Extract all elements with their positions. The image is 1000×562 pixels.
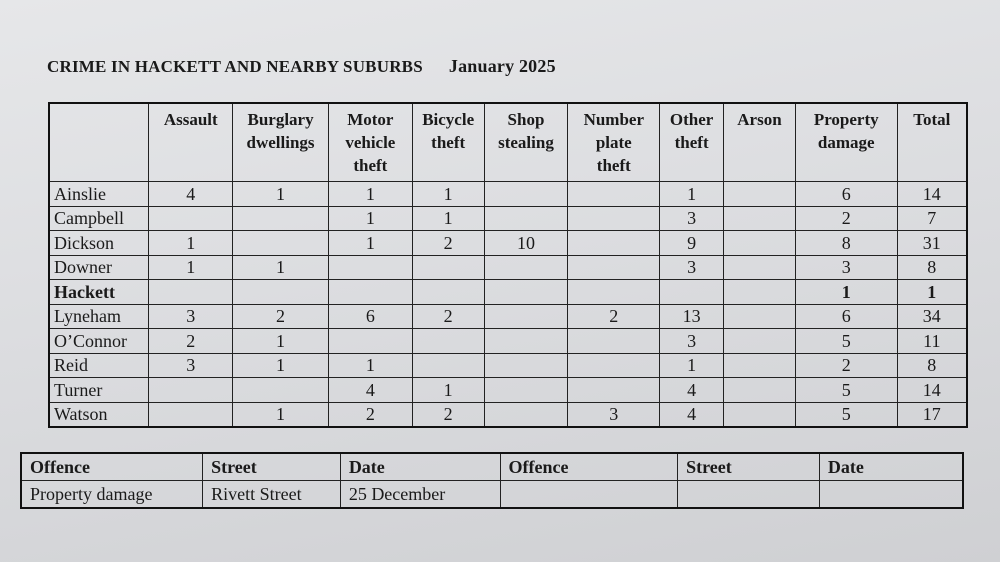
table-cell [724,280,796,305]
table-cell: 2 [795,353,897,378]
column-header-line: Assault [163,110,218,129]
table-row [49,304,967,329]
table-row [49,329,967,354]
table-cell: 4 [328,378,412,403]
table-cell: 14 [897,182,967,207]
record-cell: Rivett Street [203,481,341,509]
table-cell: 1 [328,206,412,231]
table-cell: 4 [660,378,724,403]
table-cell: 5 [795,378,897,403]
table-row [49,378,967,403]
table-cell: 3 [795,255,897,280]
table-cell: 6 [795,182,897,207]
column-header-line: Total [913,110,951,129]
table-cell: 5 [795,329,897,354]
table-cell: 1 [233,353,329,378]
table-cell [149,280,233,305]
table-row [49,206,967,231]
table-cell: 11 [897,329,967,354]
crime-table-header-row [49,103,967,182]
record-cell [819,481,963,509]
offence-record-table [20,452,964,509]
table-cell [484,304,568,329]
column-header-line: dwellings [246,133,315,152]
table-row [49,280,967,305]
table-cell: 4 [660,402,724,427]
column-header-line: Bicycle [422,110,475,129]
table-cell: 1 [412,206,484,231]
table-cell: 1 [795,280,897,305]
table-cell: 7 [897,206,967,231]
column-header-line: Burglary [247,110,314,129]
table-cell [412,255,484,280]
column-header [233,103,329,182]
column-header [412,103,484,182]
table-cell [724,304,796,329]
table-cell [568,231,660,256]
table-cell [724,182,796,207]
document-title [47,56,556,77]
table-cell: 17 [897,402,967,427]
table-cell [328,280,412,305]
suburb-name: Downer [49,255,149,280]
table-cell: 6 [795,304,897,329]
record-cell: Property damage [21,481,203,509]
record-column-header: Date [340,453,500,481]
column-header-line: theft [674,133,709,152]
table-cell: 8 [795,231,897,256]
column-header [724,103,796,182]
table-cell: 2 [412,402,484,427]
record-table-header-row [21,453,963,481]
column-header-line: vehicle [345,133,396,152]
table-cell [484,353,568,378]
table-cell [724,255,796,280]
crime-table-body [49,182,967,428]
table-cell: 6 [328,304,412,329]
table-cell [724,206,796,231]
table-cell [484,329,568,354]
table-cell [412,353,484,378]
table-cell: 1 [233,182,329,207]
table-cell: 1 [328,353,412,378]
record-row [21,481,963,509]
suburb-name: Campbell [49,206,149,231]
table-cell: 1 [412,182,484,207]
column-header-line: Other [669,110,714,129]
record-column-header: Offence [21,453,203,481]
column-header [568,103,660,182]
table-cell: 3 [149,353,233,378]
table-cell: 1 [660,182,724,207]
table-row [49,353,967,378]
table-cell [149,378,233,403]
table-cell: 1 [233,255,329,280]
table-cell [484,378,568,403]
table-cell: 1 [149,231,233,256]
table-cell: 1 [328,231,412,256]
table-cell: 1 [660,353,724,378]
table-cell: 3 [568,402,660,427]
table-cell [149,206,233,231]
table-cell: 1 [412,378,484,403]
table-cell: 13 [660,304,724,329]
table-cell [484,182,568,207]
table-cell: 1 [149,255,233,280]
table-cell: 3 [149,304,233,329]
record-cell: 25 December [340,481,500,509]
table-cell [724,402,796,427]
table-cell [484,280,568,305]
table-cell [724,353,796,378]
column-header-line: Shop [507,110,545,129]
column-header-line: Arson [737,110,782,129]
column-header-line: Property [813,110,879,129]
table-cell: 9 [660,231,724,256]
table-cell: 1 [233,329,329,354]
table-cell [724,329,796,354]
record-column-header: Street [203,453,341,481]
table-cell [484,206,568,231]
column-header-line: Motor [347,110,394,129]
suburb-name: Lyneham [49,304,149,329]
suburb-name: Turner [49,378,149,403]
title-text: CRIME IN HACKETT AND NEARBY SUBURBS [47,57,423,76]
table-cell [568,280,660,305]
table-cell: 4 [149,182,233,207]
suburb-name: Ainslie [49,182,149,207]
table-cell [233,206,329,231]
table-cell: 8 [897,353,967,378]
record-column-header: Street [678,453,820,481]
table-cell [484,255,568,280]
column-header-line: theft [596,156,631,175]
suburb-name: Hackett [49,280,149,305]
table-cell: 3 [660,255,724,280]
column-header-line: stealing [498,133,554,152]
table-cell: 3 [660,329,724,354]
table-cell [660,280,724,305]
table-cell [412,329,484,354]
table-cell: 5 [795,402,897,427]
column-header-line: damage [817,133,875,152]
record-column-header: Date [819,453,963,481]
table-cell [724,378,796,403]
table-row [49,182,967,207]
table-cell: 1 [233,402,329,427]
table-cell [568,378,660,403]
table-cell [568,206,660,231]
table-cell: 2 [412,231,484,256]
table-cell: 2 [149,329,233,354]
record-cell [500,481,678,509]
table-cell [568,353,660,378]
table-cell [233,378,329,403]
table-cell [724,231,796,256]
table-cell: 2 [568,304,660,329]
record-column-header: Offence [500,453,678,481]
column-header-line: theft [353,156,388,175]
table-cell: 1 [897,280,967,305]
crime-statistics-table [48,102,968,428]
title-date: January 2025 [448,56,556,76]
table-cell [568,182,660,207]
table-row [49,402,967,427]
table-cell: 8 [897,255,967,280]
table-row [49,255,967,280]
suburb-name: Watson [49,402,149,427]
column-header-line: Number [583,110,645,129]
suburb-name: O’Connor [49,329,149,354]
column-header [328,103,412,182]
table-cell [149,402,233,427]
table-cell [233,231,329,256]
table-cell: 2 [328,402,412,427]
table-cell: 14 [897,378,967,403]
column-header [484,103,568,182]
column-header [795,103,897,182]
table-cell: 2 [233,304,329,329]
column-header-line: plate [595,133,632,152]
table-cell [484,402,568,427]
column-header-line: theft [431,133,466,152]
column-header [897,103,967,182]
table-cell [328,329,412,354]
table-cell [568,329,660,354]
table-cell: 34 [897,304,967,329]
record-table-body [21,481,963,509]
record-cell [678,481,820,509]
table-cell: 1 [328,182,412,207]
table-cell [328,255,412,280]
column-header [660,103,724,182]
table-cell: 2 [412,304,484,329]
table-cell: 3 [660,206,724,231]
table-row [49,231,967,256]
suburb-name: Reid [49,353,149,378]
table-cell [568,255,660,280]
column-header [149,103,233,182]
suburb-column-header [49,103,149,182]
table-cell: 10 [484,231,568,256]
table-cell [233,280,329,305]
suburb-name: Dickson [49,231,149,256]
table-cell: 2 [795,206,897,231]
table-cell: 31 [897,231,967,256]
table-cell [412,280,484,305]
